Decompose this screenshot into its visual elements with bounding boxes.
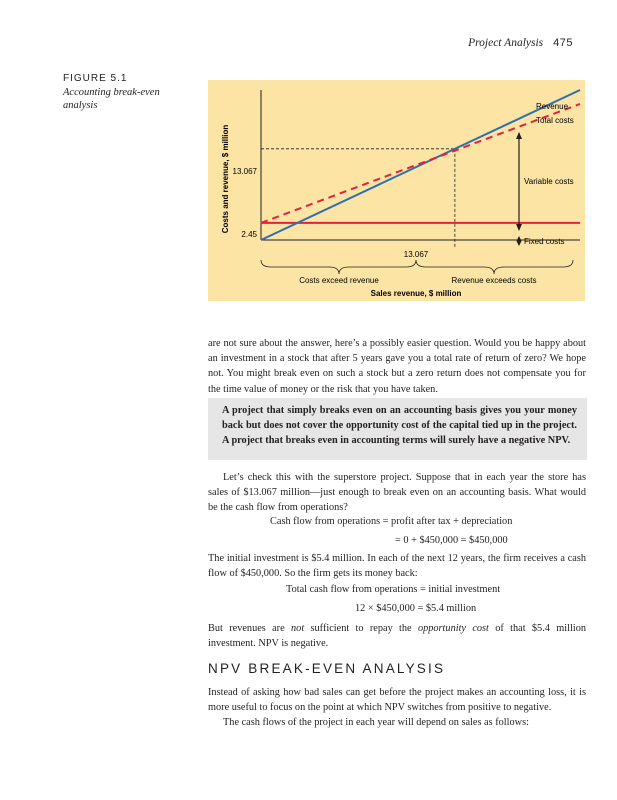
equation-2-line-1: Total cash flow from operations = initial investment (286, 584, 501, 595)
emphasis-not: not (291, 623, 305, 634)
paragraph-text: The cash flows of the project in each year will depend on sales as follows: (223, 717, 529, 729)
emphasis-opportunity-cost: opportunity cost (417, 623, 489, 634)
y-axis-label: Costs and revenue, $ million (221, 124, 230, 234)
body-paragraph-3 (208, 551, 586, 581)
x-tick-break-even: 13.067 (403, 250, 429, 259)
running-title: Project Analysis (468, 37, 544, 49)
x-axis-label: Sales revenue, $ million (370, 289, 462, 298)
key-point-callout (208, 398, 587, 460)
text-run: of that $5.4 million investment. NPV is negative. (208, 623, 586, 650)
page-number: 475 (553, 37, 573, 49)
paragraph-text: Let’s check this with the superstore project. Suppose that in each year the store has sales of $13.067 million—just enough to break even on an accounting basis. What would be the cash flow from operations? (208, 472, 586, 514)
text-run: sufficient to repay the (304, 623, 418, 634)
fixed-costs-label: Fixed costs (524, 237, 565, 246)
equation-1-line-2: = 0 + $450,000 = $450,000 (395, 535, 508, 546)
right-region-label: Revenue exceeds costs (451, 276, 537, 285)
body-paragraph-4 (208, 621, 586, 651)
text-run: But revenues are (208, 623, 292, 634)
figure-label: FIGURE 5.1 (63, 73, 128, 84)
y-tick-fixed-cost: 2.45 (241, 230, 257, 239)
running-header (468, 37, 573, 49)
callout-text: A project that simply breaks even on an accounting basis gives you your money back but does not cover the opportunity cost of the capital tied up in the project. A project that breaks even in accounting terms will surely have a negative NPV. (222, 405, 577, 447)
paragraph-text (208, 621, 586, 651)
body-paragraph-1 (208, 336, 586, 397)
equation-2-line-2: 12 × $450,000 = $5.4 million (355, 603, 477, 614)
equation-1-line-1: Cash flow from operations = profit after tax + depreciation (270, 516, 513, 527)
paragraph-text: The initial investment is $5.4 million. In each of the next 12 years, the firm receives a cash flow of $450,000. So the firm gets its money back: (208, 553, 586, 580)
body-paragraph-5 (208, 685, 586, 731)
body-paragraph-2 (208, 470, 586, 516)
paragraph-text: are not sure about the answer, here’s a possibly easier question. Would you be happy about an investment in a stock that after 5 years gave you a total rate of return of zero? We hope not. You might break even on such a stock but a zero return does not compensate you for the time value of money or the risk that you have taken. (208, 338, 586, 395)
break-even-chart (208, 80, 585, 301)
paragraph-text: Instead of asking how bad sales can get before the project makes an accounting loss, it is more useful to focus on the point at which NPV switches from positive to negative. (208, 687, 586, 714)
figure-caption: Accounting break-even analysis (63, 87, 160, 111)
variable-costs-label: Variable costs (524, 177, 574, 186)
y-tick-break-even: 13.067 (232, 167, 257, 176)
section-heading: NPV BREAK-EVEN ANALYSIS (208, 661, 446, 676)
legend-label-total-costs: Total costs (536, 116, 574, 125)
legend-label-revenue: Revenue (536, 102, 569, 111)
left-region-label: Costs exceed revenue (299, 276, 379, 285)
